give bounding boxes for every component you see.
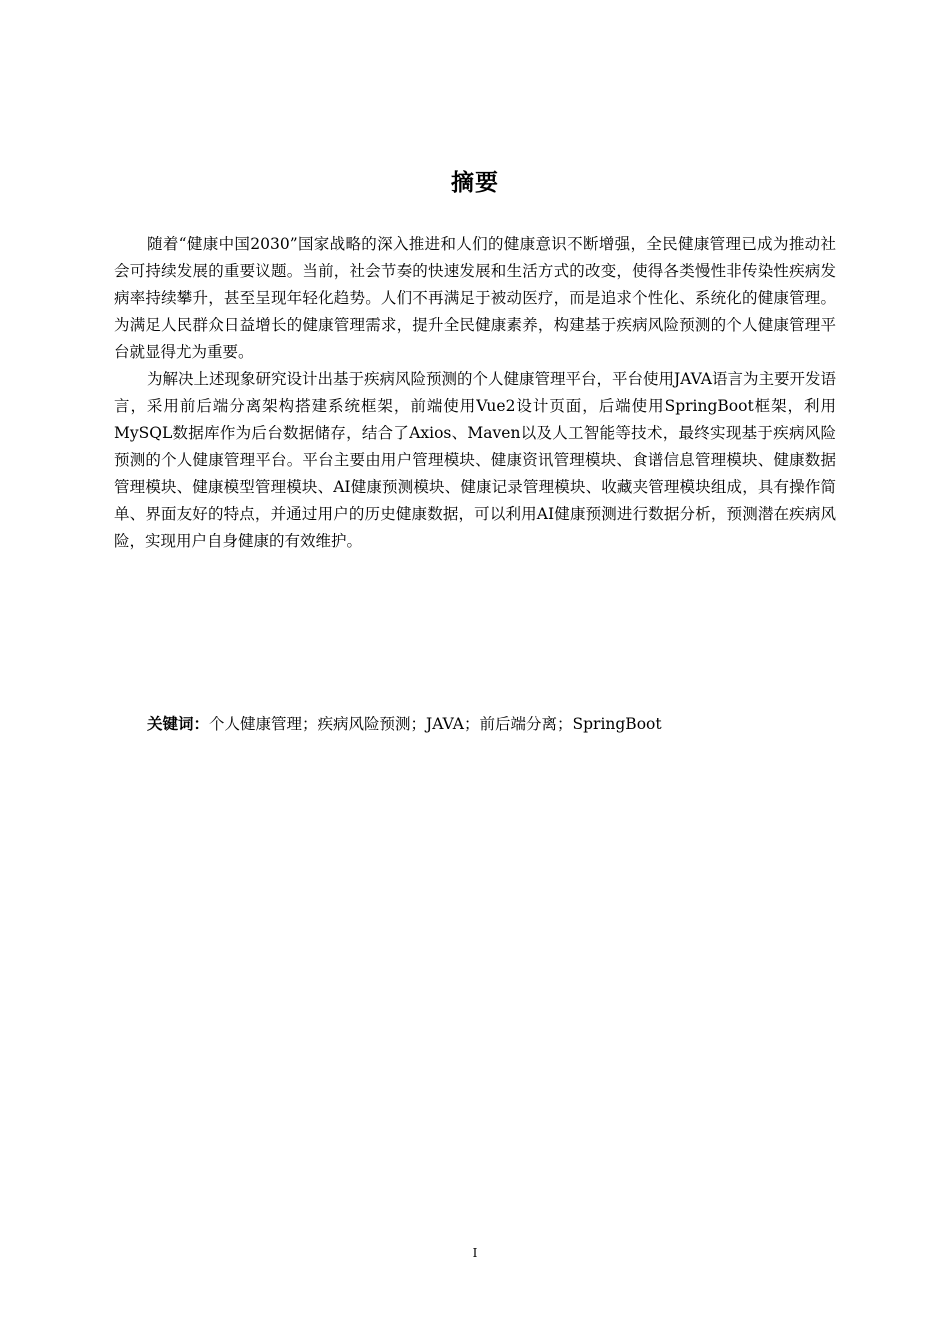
abstract-title: 摘要: [451, 170, 499, 196]
keywords-label: 关键词：: [147, 715, 210, 733]
keywords-text: 个人健康管理；疾病风险预测；JAVA；前后端分离；SpringBoot: [209, 715, 662, 733]
page-number: I: [472, 1246, 478, 1260]
keywords-line: [147, 711, 837, 738]
abstract-paragraph-2: 为解决上述现象研究设计出基于疾病风险预测的个人健康管理平台，平台使用JAVA语言为主要开发语言，采用前后端分离架构搭建系统框架，前端使用Vue2设计页面，后端使用SpringBoot框架，利用MySQL数据库作为后台数据储存，结合了Axios、Maven以及人工智能等技术，最终实现基于疾病风险预测的个人健康管理平台。平台主要由用户管理模块、健康资讯管理模块、食谱信息管理模块、健康数据管理模块、健康模型管理模块、AI健康预测模块、健康记录管理模块、收藏夹管理模块组成，具有操作简单、界面友好的特点，并通过用户的历史健康数据，可以利用AI健康预测进行数据分析，预测潜在疾病风险，实现用户自身健康的有效维护。: [114, 370, 836, 550]
abstract-paragraph-1: 随着“健康中国2030”国家战略的深入推进和人们的健康意识不断增强，全民健康管理已成为推动社会可持续发展的重要议题。当前，社会节奏的快速发展和生活方式的改变，使得各类慢性非传染性疾病发病率持续攀升，甚至呈现年轻化趋势。人们不再满足于被动医疗，而是追求个性化、系统化的健康管理。为满足人民群众日益增长的健康管理需求，提升全民健康素养，构建基于疾病风险预测的个人健康管理平台就显得尤为重要。: [114, 235, 836, 361]
abstract-body: [114, 231, 836, 555]
